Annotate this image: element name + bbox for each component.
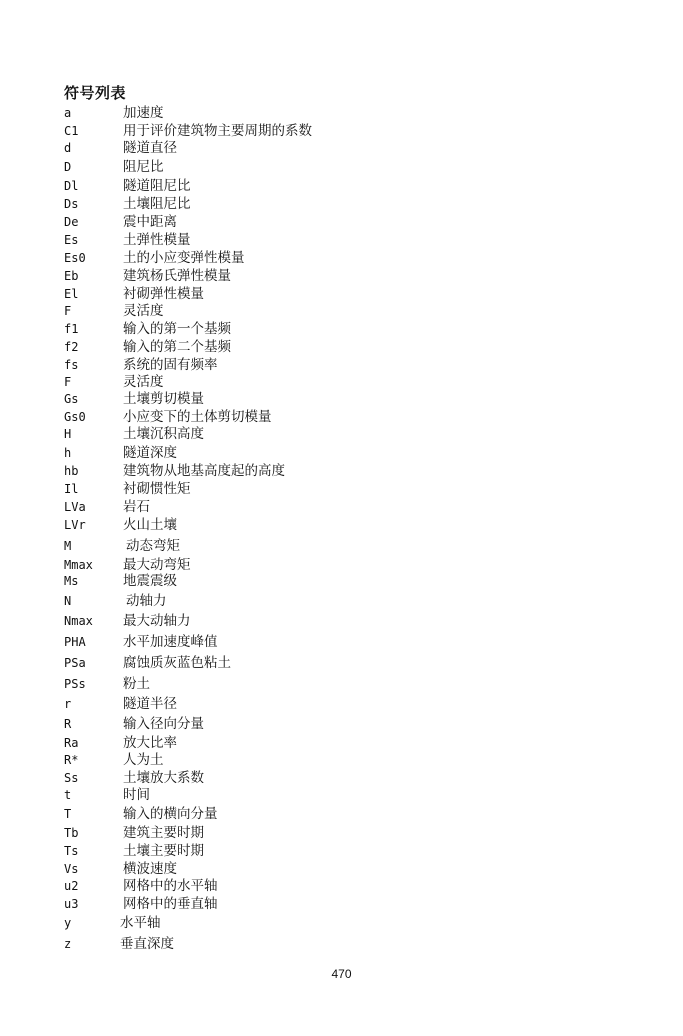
symbol: Tb <box>64 826 79 840</box>
symbol-list <box>64 0 624 1036</box>
description: 小应变下的土体剪切模量 <box>123 409 272 425</box>
list-item <box>64 213 624 231</box>
description: 岩石 <box>123 499 150 515</box>
symbol: LVr <box>64 518 86 532</box>
symbol: Ra <box>64 736 79 750</box>
list-item <box>64 633 624 651</box>
description: 建筑杨氏弹性模量 <box>123 268 231 284</box>
description: 灵活度 <box>123 374 164 390</box>
page-title: 符号列表 <box>64 84 127 102</box>
symbol: De <box>64 215 79 229</box>
description: 震中距离 <box>123 214 177 230</box>
description: 系统的固有频率 <box>123 357 218 373</box>
symbol: u2 <box>64 879 79 893</box>
symbol: R <box>64 717 72 731</box>
description: 隧道直径 <box>123 140 177 156</box>
symbol: PSs <box>64 677 86 691</box>
description: 隧道半径 <box>123 696 177 712</box>
description: 土壤阻尼比 <box>123 196 191 212</box>
symbol: F <box>64 304 72 318</box>
list-item <box>64 462 624 480</box>
list-item <box>64 480 624 498</box>
symbol: H <box>64 427 72 441</box>
description: 横波速度 <box>123 861 177 877</box>
symbol: hb <box>64 464 79 478</box>
list-item <box>64 444 624 462</box>
symbol: Nmax <box>64 614 93 628</box>
symbol: Ds <box>64 197 79 211</box>
list-item <box>64 139 624 157</box>
symbol: N <box>64 594 72 608</box>
description: 输入的横向分量 <box>123 806 218 822</box>
list-item <box>64 104 624 122</box>
list-item <box>64 654 624 672</box>
list-item <box>64 249 624 267</box>
list-item <box>64 231 624 249</box>
description: 隧道阻尼比 <box>123 178 191 194</box>
symbol: Es0 <box>64 251 86 265</box>
symbol: PSa <box>64 656 86 670</box>
description: 动态弯矩 <box>126 538 180 554</box>
symbol: Ss <box>64 771 79 785</box>
description: 最大动弯矩 <box>123 557 191 573</box>
symbol: d <box>64 141 72 155</box>
list-item <box>64 860 624 878</box>
list-item <box>64 356 624 374</box>
description: 衬砌弹性模量 <box>123 286 204 302</box>
symbol: Es <box>64 233 79 247</box>
symbol: F <box>64 375 72 389</box>
description: 土弹性模量 <box>123 232 191 248</box>
list-item <box>64 786 624 804</box>
symbol: z <box>64 937 72 951</box>
list-item <box>64 715 624 733</box>
description: 土壤沉积高度 <box>123 426 204 442</box>
description: 土的小应变弹性模量 <box>123 250 245 266</box>
description: 衬砌惯性矩 <box>123 481 191 497</box>
symbol: PHA <box>64 635 86 649</box>
list-item <box>64 320 624 338</box>
list-item <box>64 390 624 408</box>
symbol: D <box>64 160 72 174</box>
symbol: r <box>64 697 72 711</box>
list-item <box>64 695 624 713</box>
list-item <box>64 498 624 516</box>
description: 土壤主要时期 <box>123 843 204 859</box>
description: 火山土壤 <box>123 517 177 533</box>
symbol: LVa <box>64 500 86 514</box>
list-item <box>64 158 624 176</box>
description: 腐蚀质灰蓝色粘土 <box>123 655 231 671</box>
symbol: y <box>64 916 72 930</box>
symbol: u3 <box>64 897 79 911</box>
description: 输入的第一个基频 <box>123 321 231 337</box>
list-item <box>64 751 624 769</box>
list-item <box>64 537 624 555</box>
symbol: Gs <box>64 392 79 406</box>
description: 粉土 <box>123 676 150 692</box>
symbol: Vs <box>64 862 79 876</box>
list-item <box>64 516 624 534</box>
description: 水平轴 <box>120 915 161 931</box>
list-item <box>64 824 624 842</box>
symbol: Ms <box>64 574 79 588</box>
list-item <box>64 805 624 823</box>
description: 最大动轴力 <box>123 613 191 629</box>
description: 阻尼比 <box>123 159 164 175</box>
description: 输入的第二个基频 <box>123 339 231 355</box>
symbol: f1 <box>64 322 79 336</box>
symbol: Gs0 <box>64 410 86 424</box>
description: 输入径向分量 <box>123 716 204 732</box>
description: 隧道深度 <box>123 445 177 461</box>
list-item <box>64 734 624 752</box>
description: 土壤剪切模量 <box>123 391 204 407</box>
description: 建筑物从地基高度起的高度 <box>123 463 285 479</box>
description: 放大比率 <box>123 735 177 751</box>
list-item <box>64 572 624 590</box>
symbol: T <box>64 807 72 821</box>
list-item <box>64 877 624 895</box>
list-item <box>64 408 624 426</box>
list-item <box>64 592 624 610</box>
symbol: Il <box>64 482 79 496</box>
list-item <box>64 302 624 320</box>
symbol: t <box>64 788 72 802</box>
description: 人为土 <box>123 752 164 768</box>
description: 网格中的水平轴 <box>123 878 218 894</box>
symbol: Mmax <box>64 558 93 572</box>
description: 时间 <box>123 787 150 803</box>
symbol: M <box>64 539 72 553</box>
symbol: Eb <box>64 269 79 283</box>
symbol: f2 <box>64 340 79 354</box>
description: 加速度 <box>123 105 164 121</box>
description: 灵活度 <box>123 303 164 319</box>
symbol: C1 <box>64 124 79 138</box>
description: 动轴力 <box>126 593 167 609</box>
symbol: fs <box>64 358 79 372</box>
list-item <box>64 914 624 932</box>
list-item <box>64 195 624 213</box>
description: 建筑主要时期 <box>123 825 204 841</box>
list-item <box>64 267 624 285</box>
list-item <box>64 338 624 356</box>
list-item <box>64 373 624 391</box>
list-item <box>64 935 624 953</box>
description: 垂直深度 <box>120 936 174 952</box>
page-number: 470 <box>331 967 352 981</box>
list-item <box>64 122 624 140</box>
symbol: Ts <box>64 844 79 858</box>
description: 用于评价建筑物主要周期的系数 <box>123 123 312 139</box>
symbol: Dl <box>64 179 79 193</box>
list-item <box>64 675 624 693</box>
list-item <box>64 177 624 195</box>
description: 地震震级 <box>123 573 177 589</box>
symbol: El <box>64 287 79 301</box>
list-item <box>64 425 624 443</box>
symbol: a <box>64 106 72 120</box>
list-item <box>64 842 624 860</box>
symbol: h <box>64 446 72 460</box>
list-item <box>64 612 624 630</box>
description: 土壤放大系数 <box>123 770 204 786</box>
list-item <box>64 285 624 303</box>
list-item <box>64 895 624 913</box>
symbol: R* <box>64 753 79 767</box>
description: 网格中的垂直轴 <box>123 896 218 912</box>
description: 水平加速度峰值 <box>123 634 218 650</box>
list-item <box>64 769 624 787</box>
